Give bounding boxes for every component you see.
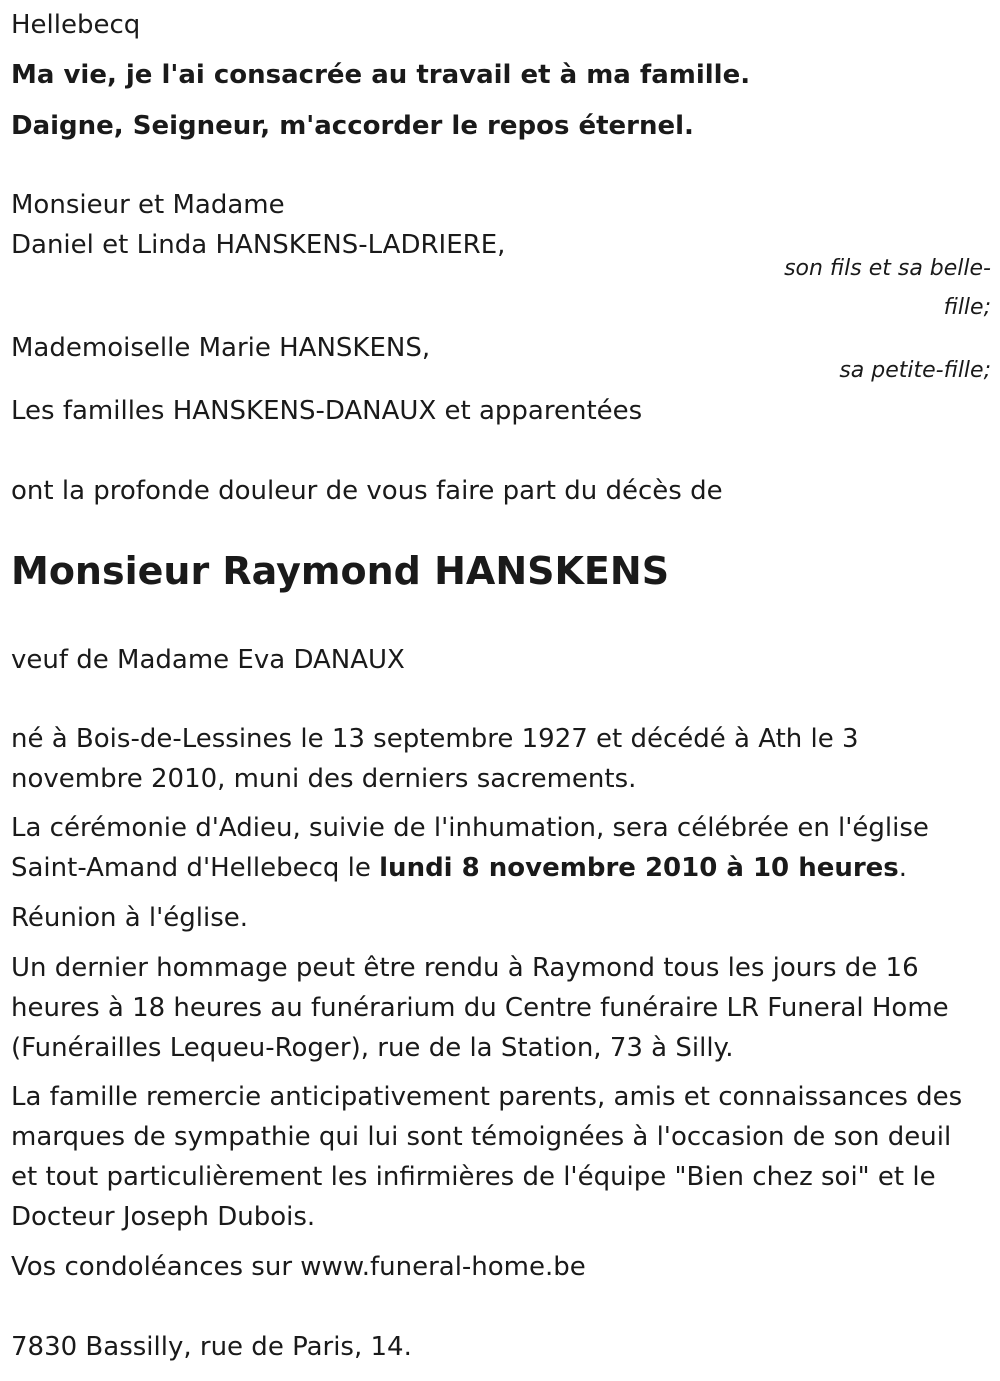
couple-relation-line-2: fille; xyxy=(943,295,991,320)
meeting-line: Réunion à l'église. xyxy=(11,903,249,933)
thanks-line-1: La famille remercie anticipativement parents, amis et connaissances des xyxy=(11,1082,963,1112)
tribute-line-1: Un dernier hommage peut être rendu à Raymond tous les jours de 16 xyxy=(11,953,919,983)
couple-prefix: Monsieur et Madame xyxy=(11,190,285,220)
ceremony-period: . xyxy=(898,853,908,883)
birth-death-line-1: né à Bois-de-Lessines le 13 septembre 1927 et décédé à Ath le 3 xyxy=(11,724,859,754)
thanks-line-3: et tout particulièrement les infirmières de l'équipe "Bien chez soi" et le xyxy=(11,1162,936,1192)
couple-relation-line-1: son fils et sa belle- xyxy=(784,256,991,281)
condolences-line: Vos condoléances sur www.funeral-home.be xyxy=(11,1252,586,1282)
announcement-text: ont la profonde douleur de vous faire part du décès de xyxy=(11,476,723,506)
ceremony-line-2 xyxy=(11,848,991,888)
ceremony-line-1: La cérémonie d'Adieu, suivie de l'inhumation, sera célébrée en l'église xyxy=(11,813,929,843)
epitaph-line-1: Ma vie, je l'ai consacrée au travail et à ma famille. xyxy=(11,60,751,90)
couple-names: Daniel et Linda HANSKENS-LADRIERE, xyxy=(11,230,506,260)
granddaughter-relation: sa petite-fille; xyxy=(839,358,991,383)
ceremony-paragraph xyxy=(11,808,991,888)
birth-death-paragraph xyxy=(11,719,991,799)
address-line: 7830 Bassilly, rue de Paris, 14. xyxy=(11,1332,412,1362)
thanks-paragraph xyxy=(11,1077,991,1237)
ceremony-place: Saint-Amand d'Hellebecq le xyxy=(11,853,380,883)
ceremony-date: lundi 8 novembre 2010 à 10 heures xyxy=(379,853,899,883)
widower-of: veuf de Madame Eva DANAUX xyxy=(11,645,405,675)
location-label: Hellebecq xyxy=(11,10,141,40)
deceased-name: Monsieur Raymond HANSKENS xyxy=(11,549,670,593)
thanks-line-4: Docteur Joseph Dubois. xyxy=(11,1202,316,1232)
thanks-line-2: marques de sympathie qui lui sont témoignées à l'occasion de son deuil xyxy=(11,1122,952,1152)
epitaph-line-2: Daigne, Seigneur, m'accorder le repos éternel. xyxy=(11,111,694,141)
families-line: Les familles HANSKENS-DANAUX et apparentées xyxy=(11,396,643,426)
tribute-line-2: heures à 18 heures au funérarium du Centre funéraire LR Funeral Home xyxy=(11,993,949,1023)
granddaughter-name: Mademoiselle Marie HANSKENS, xyxy=(11,333,431,363)
birth-death-line-2: novembre 2010, muni des derniers sacrements. xyxy=(11,764,637,794)
tribute-paragraph xyxy=(11,948,991,1068)
tribute-line-3: (Funérailles Lequeu-Roger), rue de la Station, 73 à Silly. xyxy=(11,1033,734,1063)
